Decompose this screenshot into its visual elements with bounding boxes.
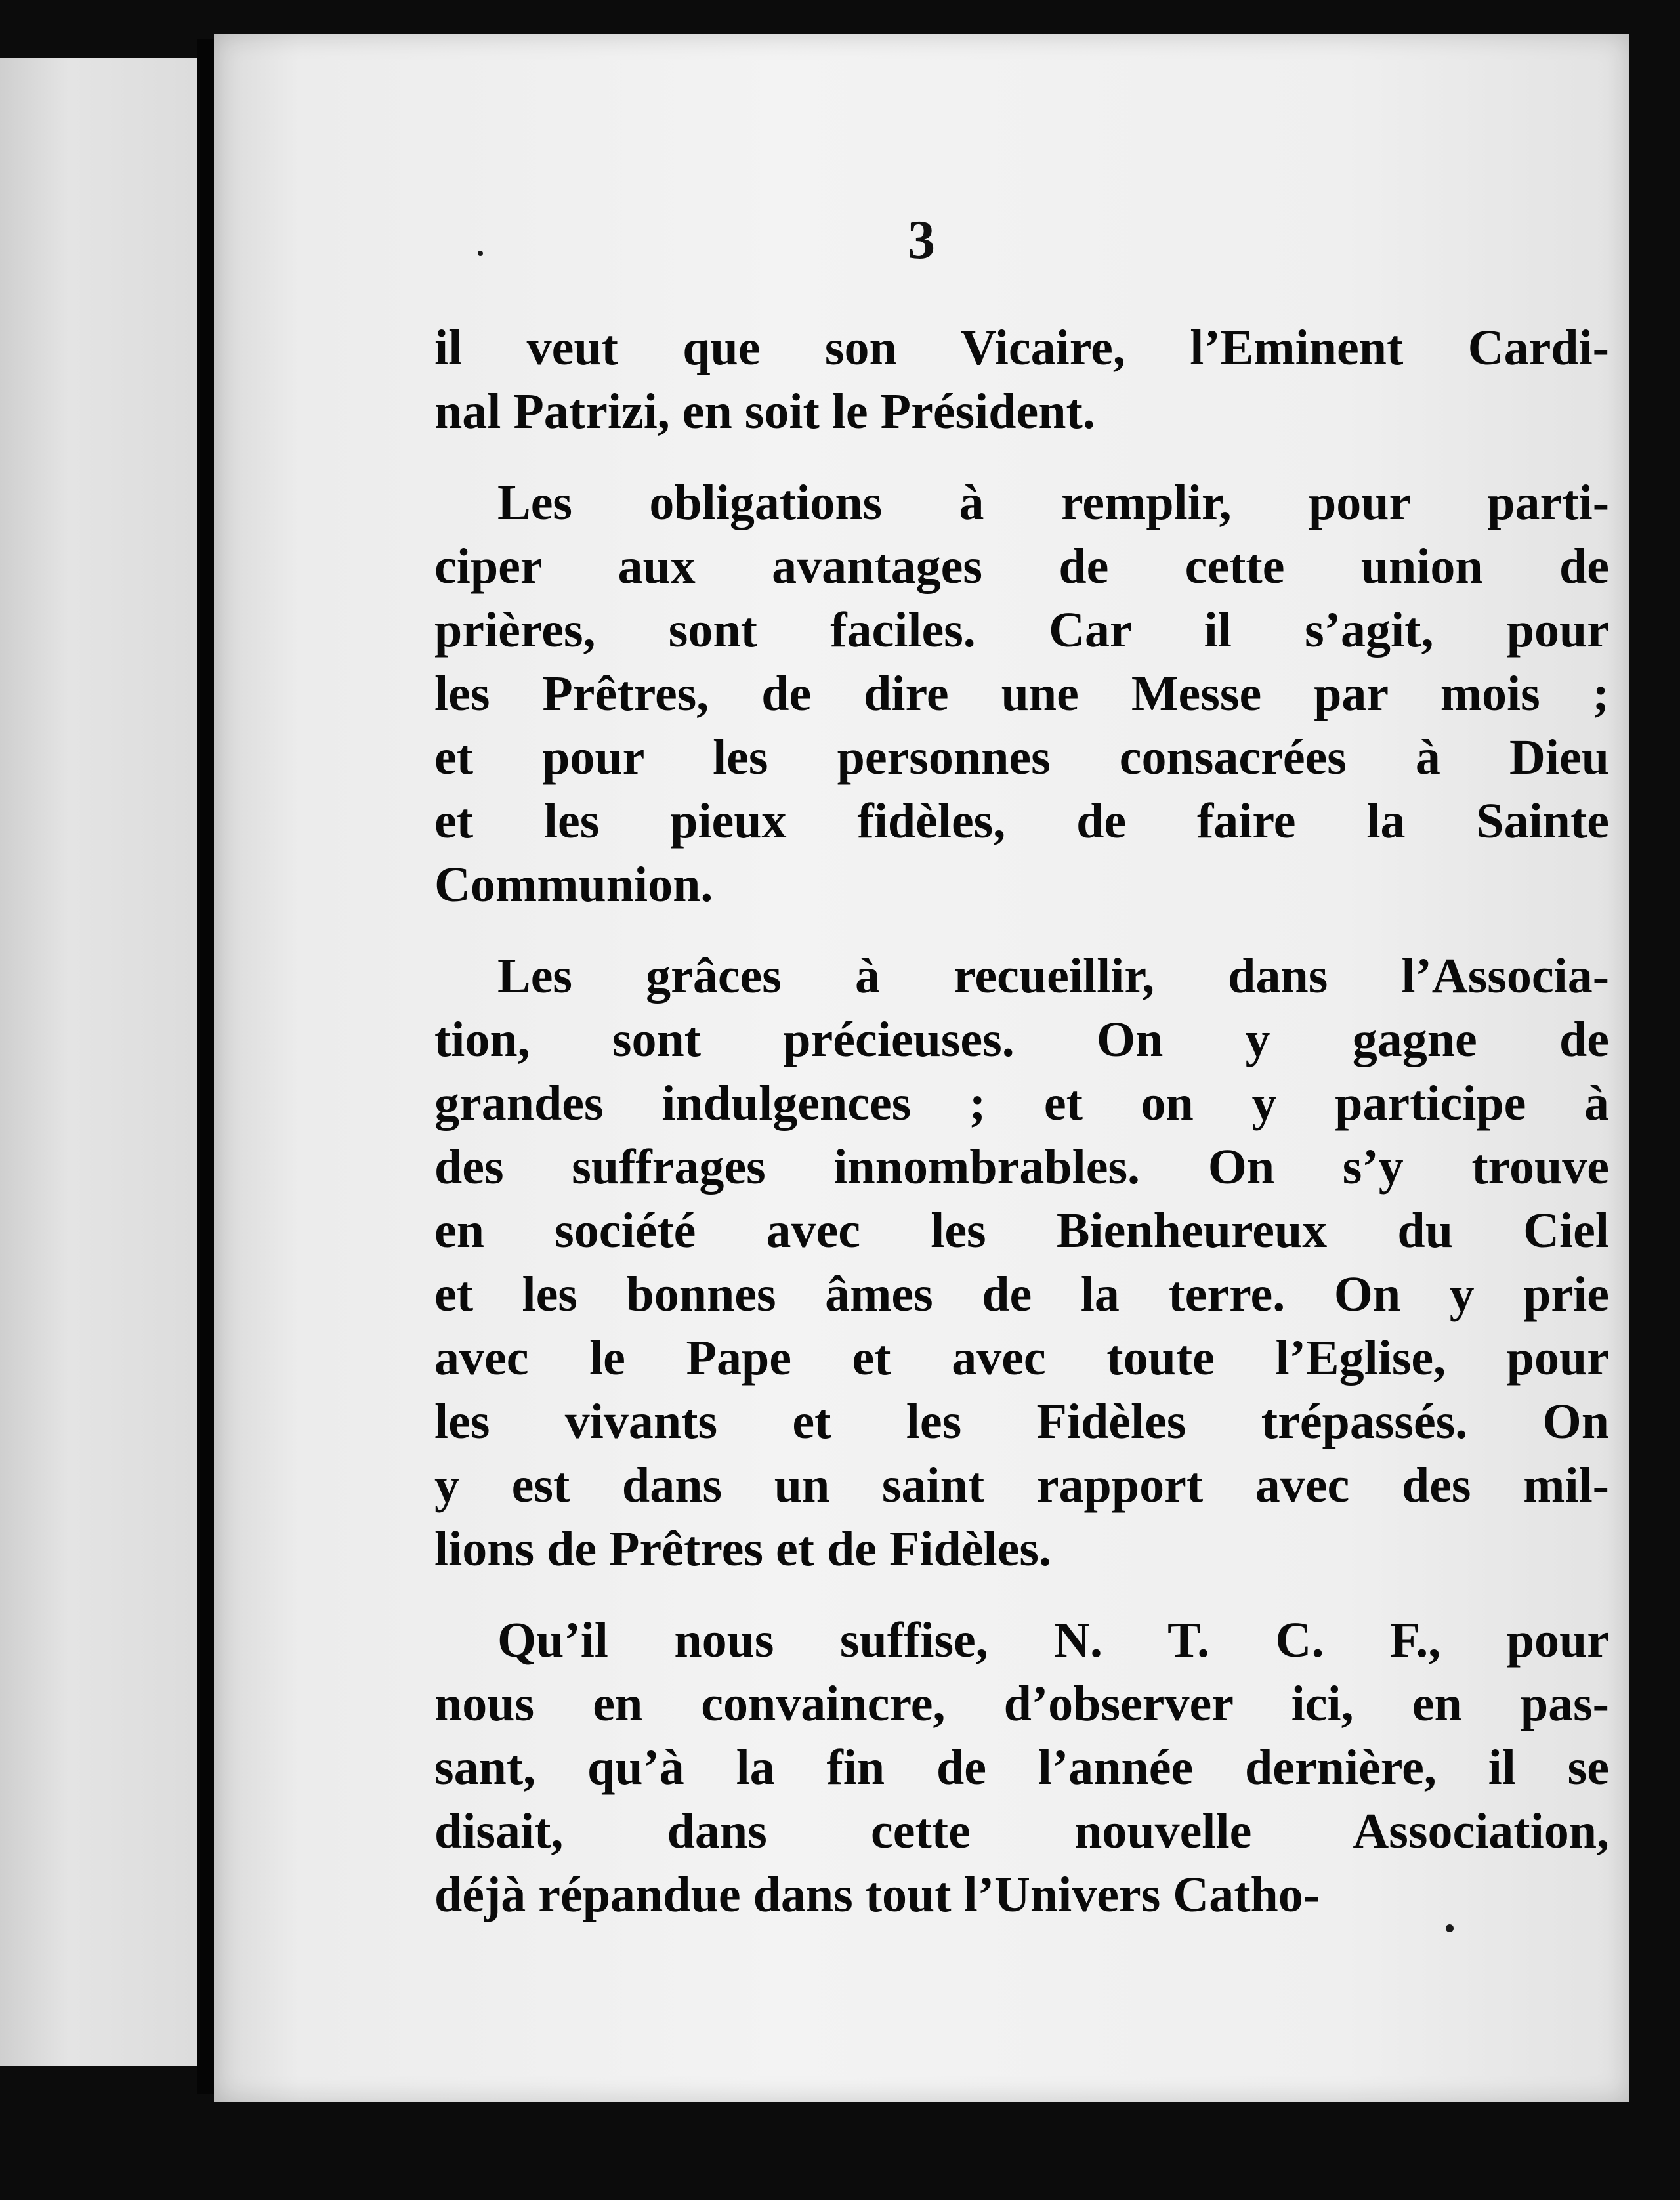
text-line: ciper aux avantages de cette union de xyxy=(434,539,1609,594)
text-line: et les pieux fidèles, de faire la Sainte xyxy=(434,793,1609,849)
ink-speck xyxy=(1446,1924,1454,1932)
text-line: Les grâces à recueillir, dans l’Associa- xyxy=(497,948,1609,1004)
text-line: il veut que son Vicaire, l’Eminent Cardi- xyxy=(434,320,1609,375)
text-line: Communion. xyxy=(434,857,713,912)
paragraph-gap xyxy=(434,917,1609,944)
text-line: tion, sont précieuses. On y gagne de xyxy=(434,1012,1609,1067)
paragraph xyxy=(434,1609,1609,1927)
text-line: et les bonnes âmes de la terre. On y prie xyxy=(434,1267,1609,1322)
text-line: et pour les personnes consacrées à Dieu xyxy=(434,730,1609,785)
text-line: Les obligations à remplir, pour parti- xyxy=(497,475,1609,530)
page-text xyxy=(434,316,1609,1927)
paragraph xyxy=(434,471,1609,917)
text-line: les vivants et les Fidèles trépassés. On xyxy=(434,1394,1609,1449)
text-line: des suffrages innombrables. On s’y trouve xyxy=(434,1139,1609,1195)
paragraph xyxy=(434,316,1609,444)
text-line: grandes indulgences ; et on y participe à xyxy=(434,1076,1609,1131)
facing-page-edge xyxy=(0,58,197,2066)
ink-speck xyxy=(478,251,483,256)
text-line: nal Patrizi, en soit le Président. xyxy=(434,384,1095,439)
book-page xyxy=(214,34,1629,2102)
text-line: avec le Pape et avec toute l’Eglise, pour xyxy=(434,1330,1609,1386)
text-line: prières, sont faciles. Car il s’agit, pour xyxy=(434,603,1609,658)
paragraph-gap xyxy=(434,1581,1609,1609)
paragraph-gap xyxy=(434,444,1609,471)
text-line: sant, qu’à la fin de l’année dernière, il se xyxy=(434,1740,1609,1795)
text-line: déjà répandue dans tout l’Univers Catho- xyxy=(434,1867,1320,1922)
text-line: les Prêtres, de dire une Messe par mois ; xyxy=(434,666,1609,721)
text-line: en société avec les Bienheureux du Ciel xyxy=(434,1203,1609,1258)
page-number: 3 xyxy=(908,209,935,270)
book-gutter xyxy=(197,39,214,2094)
text-line: Qu’il nous suffise, N. T. C. F., pour xyxy=(497,1613,1609,1668)
text-line: y est dans un saint rapport avec des mil- xyxy=(434,1458,1609,1513)
text-line: lions de Prêtres et de Fidèles. xyxy=(434,1521,1051,1576)
text-line: disait, dans cette nouvelle Association, xyxy=(434,1804,1609,1859)
text-line: nous en convaincre, d’observer ici, en pas- xyxy=(434,1676,1609,1731)
paragraph xyxy=(434,944,1609,1581)
